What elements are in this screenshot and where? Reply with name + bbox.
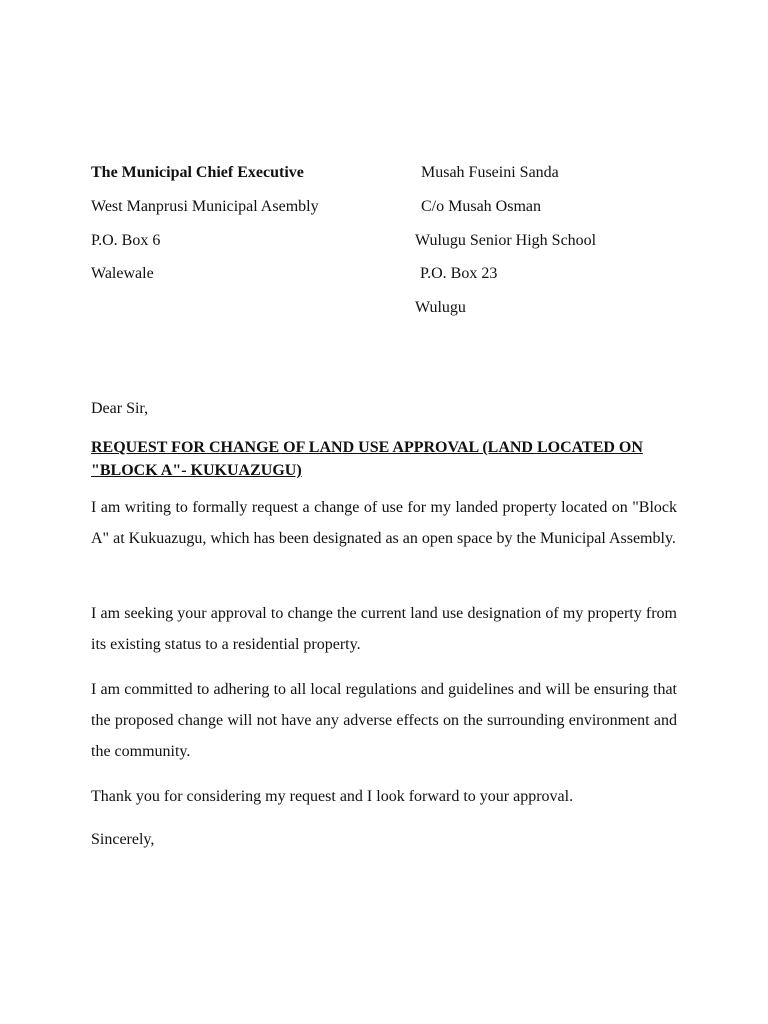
recipient-title: The Municipal Chief Executive — [91, 164, 304, 181]
subject-heading: REQUEST FOR CHANGE OF LAND USE APPROVAL (LAND LOCATED ON "BLOCK A"- KUKUAZUGU) — [91, 439, 643, 479]
closing: Sincerely, — [91, 831, 155, 848]
recipient-line-2: P.O. Box 6 — [91, 232, 161, 249]
body-paragraph-3: I am committed to adhering to all local regulations and guidelines and will be ensuring that the proposed change will not have any adverse effects on the surrounding environment and the community. — [91, 681, 677, 760]
sender-line-2: Wulugu Senior High School — [415, 232, 597, 249]
recipient-line-3: Walewale — [91, 265, 154, 282]
body-paragraph-2: I am seeking your approval to change the current land use designation of my property from its existing status to a residential property. — [91, 605, 677, 653]
sender-line-4: Wulugu — [415, 299, 466, 316]
sender-name: Musah Fuseini Sanda — [421, 164, 559, 181]
body-paragraph-1: I am writing to formally request a change of use for my landed property located on "Block A" at Kukuazugu, which has been designated as an open space by the Municipal Assembly. — [91, 499, 677, 547]
sender-line-3: P.O. Box 23 — [420, 265, 498, 282]
salutation: Dear Sir, — [91, 400, 149, 417]
recipient-line-1: West Manprusi Municipal Asembly — [91, 198, 319, 215]
sender-line-1: C/o Musah Osman — [421, 198, 541, 215]
body-paragraph-4: Thank you for considering my request and I look forward to your approval. — [91, 788, 574, 805]
